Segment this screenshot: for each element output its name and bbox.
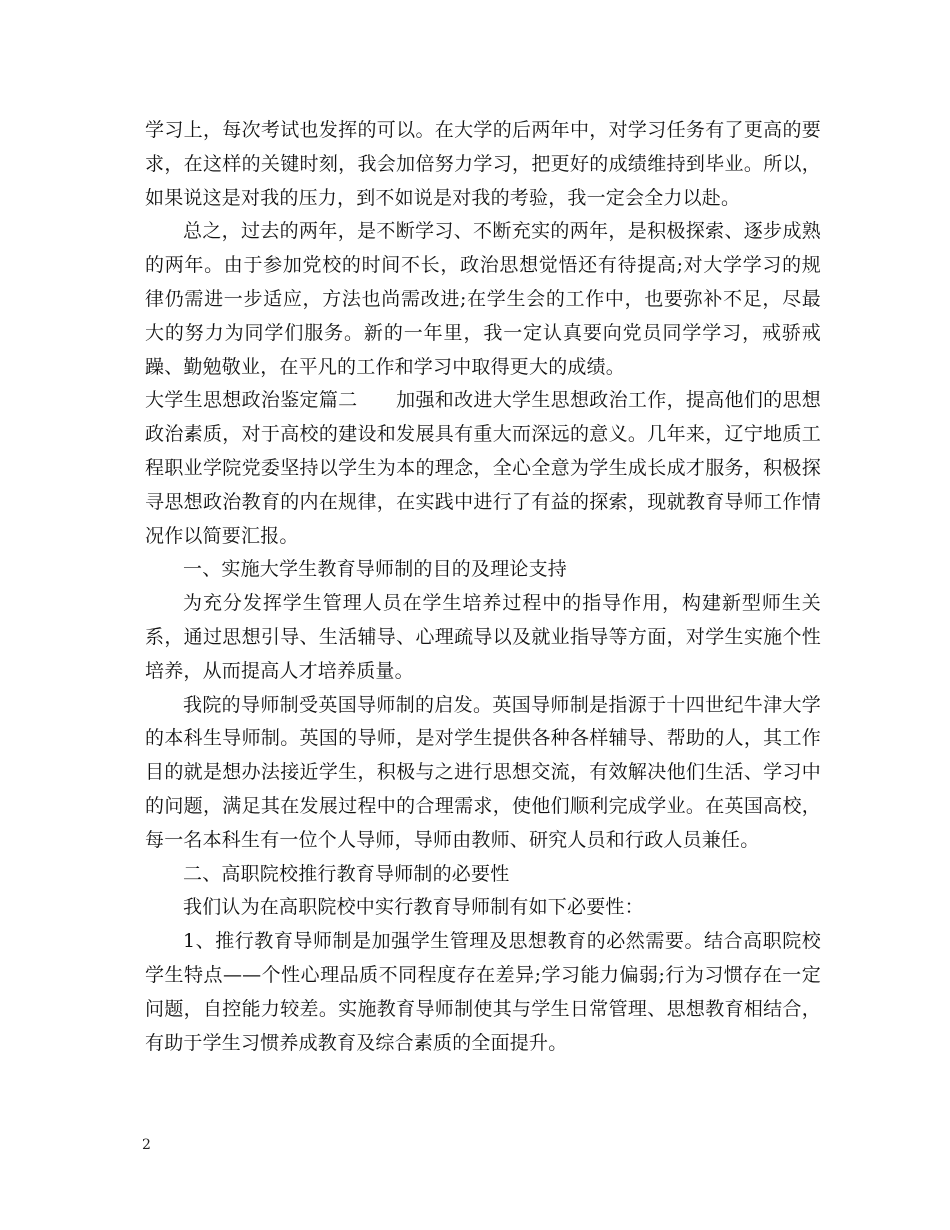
paragraph: 我院的导师制受英国导师制的启发。英国导师制是指源于十四世纪牛津大学的本科生导师制。英国的导师，是对学生提供各种各样辅导、帮助的人，其工作目的就是想办法接近学生，积极与之进行思想交流，有效解决他们生活、学习中的问题，满足其在发展过程中的合理需求，使他们顺利完成学业。在英国高校，每一名本科生有一位个人导师，导师由教师、研究人员和行政人员兼任。 (145, 693, 821, 851)
section-heading: 一、实施大学生教育导师制的目的及理论支持 (183, 558, 568, 581)
paragraph: 1、推行教育导师制是加强学生管理及思想教育的必然需要。结合高职院校学生特点——个性心理品质不同程度存在差异;学习能力偏弱;行为习惯存在一定问题，自控能力较差。实施教育导师制使其与学生日常管理、思想教育相结合，有助于学生习惯养成教育及综合素质的全面提升。 (145, 930, 821, 1054)
section-heading-paragraph: 大学生思想政治鉴定篇二 加强和改进大学生思想政治工作，提高他们的思想政治素质，对于高校的建设和发展具有重大而深远的意义。几年来，辽宁地质工程职业学院党委坚持以学生为本的理念，全心全意为学生成长成才服务，积极探寻思想政治教育的内在规律，在实践中进行了有益的探索，现就教育导师工作情况作以简要汇报。 (145, 389, 821, 547)
paragraph: 我们认为在高职院校中实行教育导师制有如下必要性： (183, 896, 644, 919)
section-heading: 二、高职院校推行教育导师制的必要性 (183, 862, 510, 885)
document-body (145, 114, 821, 1060)
page-number: 2 (142, 1137, 151, 1153)
paragraph: 为充分发挥学生管理人员在学生培养过程中的指导作用，构建新型师生关系，通过思想引导、生活辅导、心理疏导以及就业指导等方面，对学生实施个性培养，从而提高人才培养质量。 (145, 592, 821, 682)
paragraph: 总之，过去的两年，是不断学习、不断充实的两年，是积极探索、逐步成熟的两年。由于参加党校的时间不长，政治思想觉悟还有待提高;对大学学习的规律仍需进一步适应，方法也尚需改进;在学生会的工作中，也要弥补不足，尽最大的努力为同学们服务。新的一年里，我一定认真要向党员同学学习，戒骄戒躁、勤勉敬业，在平凡的工作和学习中取得更大的成绩。 (145, 220, 821, 378)
paragraph: 学习上，每次考试也发挥的可以。在大学的后两年中，对学习任务有了更高的要求，在这样的关键时刻，我会加倍努力学习，把更好的成绩维持到毕业。所以，如果说这是对我的压力，到不如说是对我的考验，我一定会全力以赴。 (145, 119, 821, 209)
